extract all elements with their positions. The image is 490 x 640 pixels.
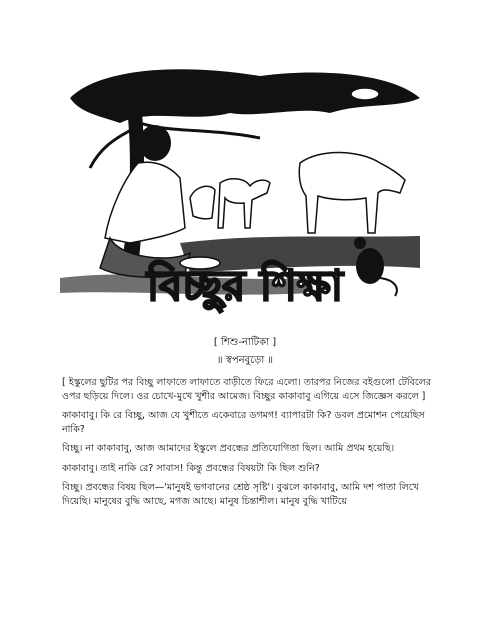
cow-figure bbox=[299, 152, 405, 233]
author-name: ॥ স্বপনবুড়ো ॥ bbox=[216, 355, 274, 366]
subtitle: [ শিশু-নাটিকা ] bbox=[213, 337, 277, 348]
play-body bbox=[62, 376, 440, 514]
story-illustration bbox=[60, 68, 425, 318]
dialogue-line: বিচ্ছু। প্রবন্ধের বিষয় ছিল—'মানুষই ভগবানের শ্রেষ্ঠ সৃষ্টি'। বুঝলে কাকাবাবু, আমি দশ পাতা লিখে দিয়েছি। মানুষের বুদ্ধি আছে, মগজ আছে। মানুষ চিন্তাশীল। মানুষ বুদ্ধি খাটিয়ে bbox=[62, 482, 422, 507]
dialogue-line: বিচ্ছু। না কাকাবাবু, আজ আমাদের ইস্কুলে প্রবন্ধের প্রতিযোগিতা ছিল। আমি প্রথম হয়েছি। bbox=[62, 443, 395, 454]
cat-figure bbox=[190, 186, 215, 219]
dialogue-line: কাকাবাবু। তাই নাকি রে? সাবাস! কিন্তু প্রবন্ধের বিষয়টা কি ছিল শুনি? bbox=[62, 462, 320, 474]
bird-nest bbox=[351, 88, 379, 100]
stage-direction: [ ইস্কুলের ছুটির পর বিচ্ছু লাফাতে লাফাতে বাড়ীতে ফিরে এলো। তারপর নিজের বইগুলো টেবিলের ওপর ছড়িয়ে দিলে। ওর চোখে-মুখে খুশীর আমেজ। বিচ্ছুর কাকাবাবু এগিয়ে এসে জিজ্ঞেস করলে ] bbox=[62, 377, 435, 402]
dialogue-line: কাকাবাবু। কি রে বিচ্ছু, আজ যে খুশীতে একেবারে ডগমগ! ব্যাপারটা কি? ডবল প্রমোশন পেয়েছিস নাকি? bbox=[62, 410, 428, 435]
title-artwork: বিচ্ছুর শিক্ষা bbox=[147, 261, 343, 310]
dog-figure bbox=[218, 179, 270, 228]
